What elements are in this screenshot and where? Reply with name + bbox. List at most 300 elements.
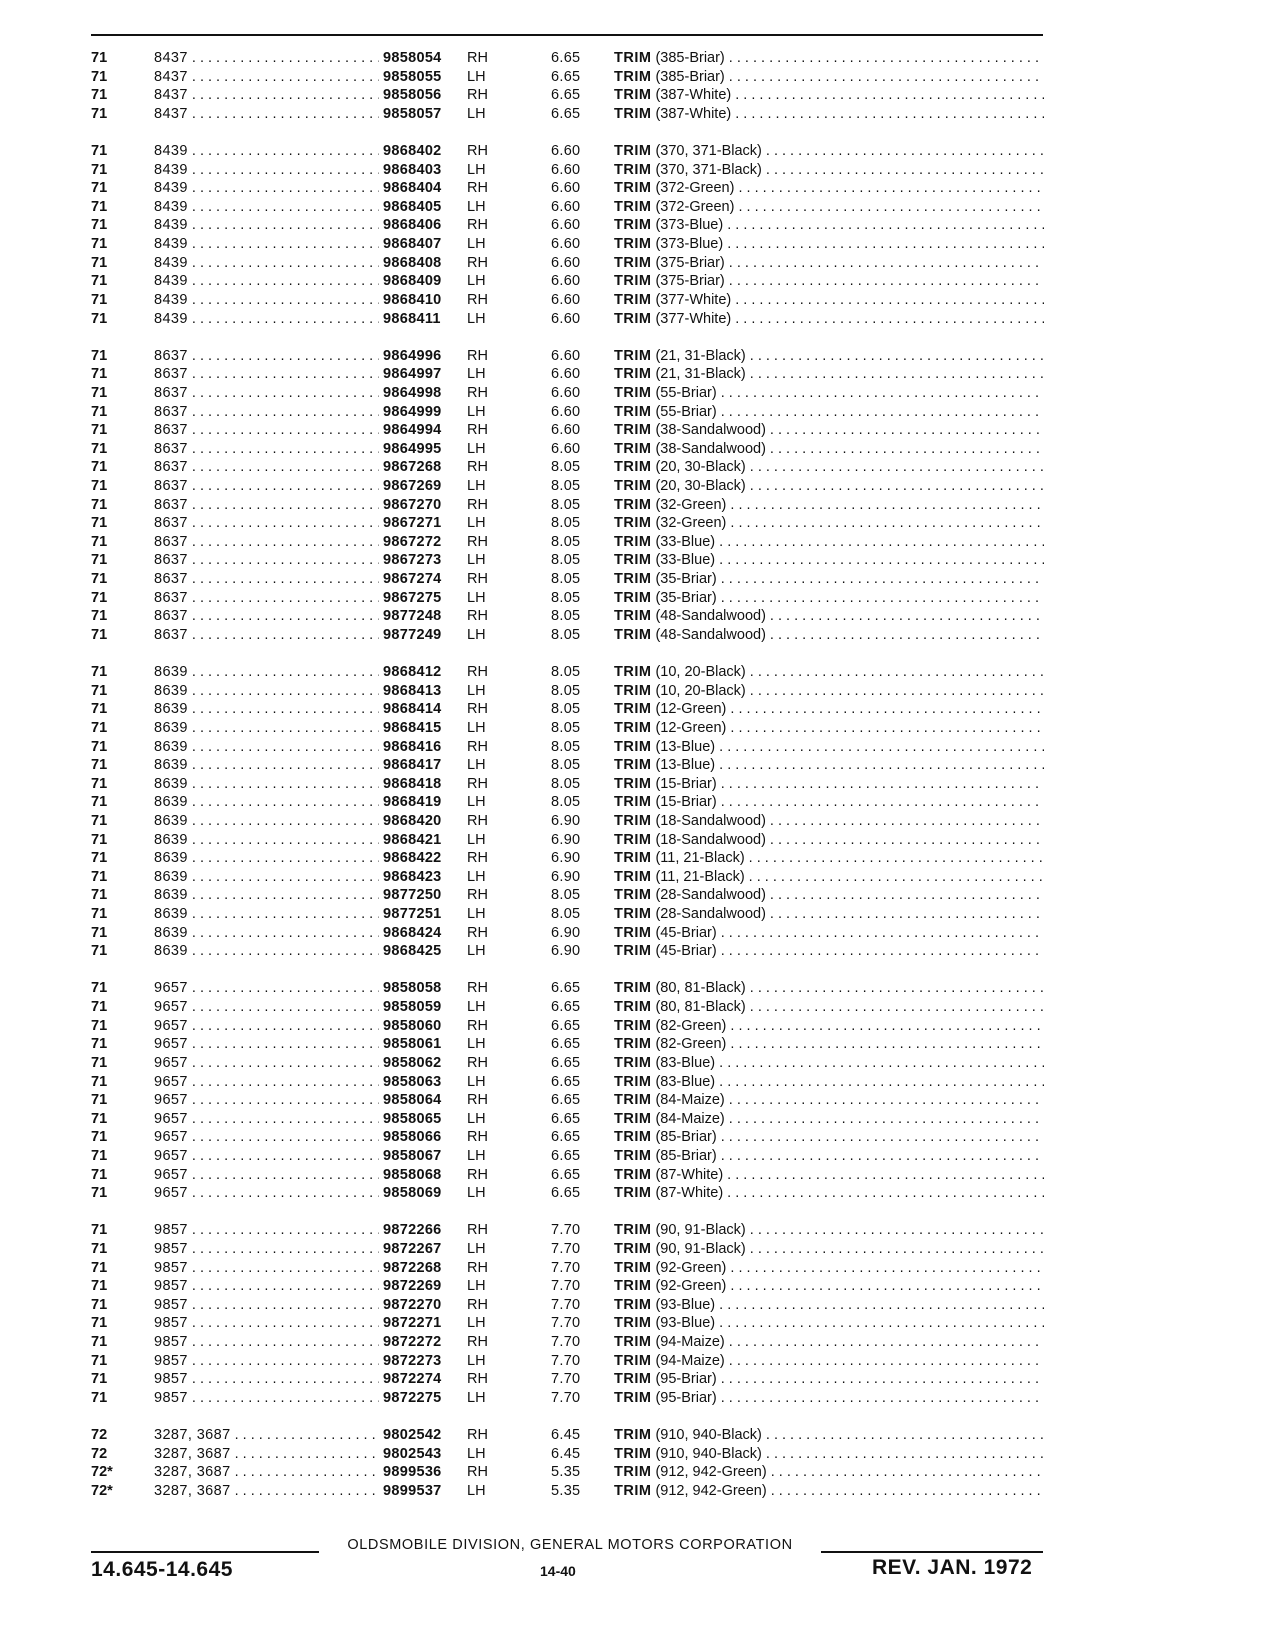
- model-numbers-cell: 8639 . . .: [154, 756, 469, 775]
- part-number-cell: 9858069: [379, 1184, 483, 1203]
- year-cell: 71: [91, 422, 108, 439]
- description-cell: [614, 905, 1044, 924]
- price-cell: 6.60: [551, 291, 581, 308]
- side-cell: RH: [467, 347, 488, 364]
- item-name: TRIM: [614, 291, 652, 308]
- item-name: TRIM: [614, 1147, 652, 1164]
- parts-row: [91, 254, 1051, 273]
- description-cell: [614, 738, 1044, 757]
- item-name: TRIM: [614, 515, 652, 532]
- part-number-cell: 9872268: [379, 1259, 483, 1278]
- side-cell: LH: [467, 68, 486, 85]
- item-name: TRIM: [614, 161, 652, 178]
- side-cell: RH: [467, 1017, 488, 1034]
- price-cell: 7.70: [551, 1352, 581, 1369]
- trim-spec: (910, 940-Black): [655, 1427, 762, 1444]
- trim-spec: (90, 91-Black): [655, 1222, 746, 1239]
- model-numbers-cell: 8637 . . .: [154, 589, 469, 608]
- model-numbers-cell: 8637 . . .: [154, 458, 469, 477]
- item-name: TRIM: [614, 105, 652, 122]
- parts-row: [91, 310, 1051, 329]
- parts-row: [91, 1463, 1051, 1482]
- side-cell: RH: [467, 850, 488, 867]
- side-cell: LH: [467, 757, 486, 774]
- trim-spec: (92-Green): [655, 1259, 727, 1276]
- item-name: TRIM: [614, 682, 652, 699]
- description-cell: [614, 589, 1044, 608]
- description-cell: [614, 161, 1044, 180]
- model-numbers-cell: 9857 . . .: [154, 1352, 469, 1371]
- parts-row: [91, 496, 1051, 515]
- year-cell: 71: [91, 682, 108, 699]
- parts-row: [91, 849, 1051, 868]
- trim-spec: (87-White): [655, 1166, 724, 1183]
- year-cell: 71: [91, 87, 108, 104]
- parts-row: [91, 886, 1051, 905]
- year-cell: 71: [91, 906, 108, 923]
- part-number-cell: 9877250: [379, 886, 483, 905]
- part-number-cell: 9868406: [379, 216, 483, 235]
- part-number-cell: 9858061: [379, 1035, 483, 1054]
- price-cell: 6.65: [551, 1036, 581, 1053]
- description-cell: [614, 142, 1044, 161]
- item-name: TRIM: [614, 701, 652, 718]
- model-numbers-cell: 9857 . . .: [154, 1389, 469, 1408]
- part-number-cell: 9867273: [379, 551, 483, 570]
- footer-corporation: OLDSMOBILE DIVISION, GENERAL MOTORS CORPORATION: [347, 1537, 793, 1553]
- price-cell: 8.05: [551, 701, 581, 718]
- description-cell: [614, 1128, 1044, 1147]
- parts-row: [91, 1035, 1051, 1054]
- side-cell: RH: [467, 701, 488, 718]
- model-numbers-cell: 3287, 3687 . . .: [154, 1426, 469, 1445]
- side-cell: LH: [467, 1185, 486, 1202]
- item-name: TRIM: [614, 236, 652, 253]
- parts-row: [91, 570, 1051, 589]
- model-numbers-cell: 8637 . . .: [154, 496, 469, 515]
- item-name: TRIM: [614, 1036, 652, 1053]
- model-numbers-cell: 8637 . . .: [154, 440, 469, 459]
- trim-spec: (90, 91-Black): [655, 1241, 746, 1257]
- item-name: TRIM: [614, 626, 652, 643]
- group-spacer: [91, 961, 1051, 980]
- year-cell: 71: [91, 459, 108, 476]
- part-number-cell: 9867268: [379, 458, 483, 477]
- side-cell: LH: [467, 1315, 486, 1332]
- item-name: TRIM: [614, 757, 652, 774]
- year-cell: 71: [91, 1147, 108, 1164]
- parts-row: [91, 551, 1051, 570]
- trim-spec: (18-Sandalwood): [655, 831, 766, 848]
- part-number-cell: 9868413: [379, 682, 483, 701]
- price-cell: 6.60: [551, 161, 581, 178]
- item-name: TRIM: [614, 1371, 652, 1388]
- side-cell: RH: [467, 1464, 488, 1481]
- description-cell: [614, 533, 1044, 552]
- group-spacer: [91, 328, 1051, 347]
- item-name: TRIM: [614, 719, 652, 736]
- side-cell: LH: [467, 273, 486, 290]
- description-cell: [614, 1463, 1044, 1482]
- item-name: TRIM: [614, 180, 652, 197]
- price-cell: 6.45: [551, 1427, 581, 1444]
- model-numbers-cell: 8639 . . .: [154, 738, 469, 757]
- parts-row: [91, 868, 1051, 887]
- trim-spec: (387-White): [655, 87, 732, 104]
- side-cell: LH: [467, 1073, 486, 1090]
- parts-row: [91, 756, 1051, 775]
- price-cell: 7.70: [551, 1222, 581, 1239]
- parts-row: [91, 1352, 1051, 1371]
- year-cell: 71: [91, 291, 108, 308]
- part-number-cell: 9802542: [379, 1426, 483, 1445]
- trim-spec: (95-Briar): [655, 1371, 717, 1388]
- part-number-cell: 9858060: [379, 1017, 483, 1036]
- item-name: TRIM: [614, 738, 652, 755]
- description-cell: [614, 1091, 1044, 1110]
- parts-row: [91, 514, 1051, 533]
- item-name: TRIM: [614, 1464, 652, 1481]
- side-cell: LH: [467, 366, 486, 383]
- part-number-cell: 9858054: [379, 49, 483, 68]
- year-cell: 71: [91, 868, 108, 885]
- trim-spec: (13-Blue): [655, 738, 716, 755]
- year-cell: 71: [91, 1389, 108, 1406]
- trim-spec: (15-Briar): [655, 794, 717, 811]
- item-name: TRIM: [614, 868, 652, 885]
- price-cell: 6.60: [551, 254, 581, 271]
- side-cell: RH: [467, 1054, 488, 1071]
- parts-row: [91, 1389, 1051, 1408]
- item-name: TRIM: [614, 1296, 652, 1313]
- side-cell: LH: [467, 105, 486, 122]
- description-cell: [614, 291, 1044, 310]
- side-cell: RH: [467, 571, 488, 588]
- side-cell: LH: [467, 552, 486, 569]
- year-cell: 71: [91, 440, 108, 457]
- year-cell: 71: [91, 887, 108, 904]
- price-cell: 6.65: [551, 1092, 581, 1109]
- description-cell: [614, 365, 1044, 384]
- year-cell: 71: [91, 1036, 108, 1053]
- description-cell: [614, 440, 1044, 459]
- part-number-cell: 9872275: [379, 1389, 483, 1408]
- parts-row: [91, 589, 1051, 608]
- parts-row: [91, 477, 1051, 496]
- model-numbers-cell: 8637 . . .: [154, 533, 469, 552]
- year-cell: 71: [91, 924, 108, 941]
- price-cell: 8.05: [551, 906, 581, 923]
- description-cell: [614, 551, 1044, 570]
- year-cell: 71: [91, 236, 108, 253]
- model-numbers-cell: 8439 . . .: [154, 310, 469, 329]
- description-cell: [614, 514, 1044, 533]
- trim-spec: (94-Maize): [655, 1352, 725, 1369]
- year-cell: 71: [91, 254, 108, 271]
- price-cell: 6.60: [551, 143, 581, 160]
- trim-spec: (48-Sandalwood): [655, 626, 766, 643]
- model-numbers-cell: 9857 . . .: [154, 1314, 469, 1333]
- description-cell: [614, 384, 1044, 403]
- price-cell: 8.05: [551, 571, 581, 588]
- item-name: TRIM: [614, 1315, 652, 1332]
- parts-row: [91, 216, 1051, 235]
- description-cell: [614, 198, 1044, 217]
- item-name: TRIM: [614, 1352, 652, 1369]
- side-cell: RH: [467, 496, 488, 513]
- year-cell: 71: [91, 589, 108, 606]
- item-name: TRIM: [614, 1482, 652, 1499]
- item-name: TRIM: [614, 552, 652, 569]
- part-number-cell: 9868409: [379, 272, 483, 291]
- price-cell: 6.60: [551, 198, 581, 215]
- trim-spec: (85-Briar): [655, 1129, 717, 1146]
- parts-row: [91, 1110, 1051, 1129]
- trim-spec: (370, 371-Black): [655, 143, 762, 160]
- item-name: TRIM: [614, 1241, 652, 1257]
- model-numbers-cell: 8439 . . .: [154, 198, 469, 217]
- parts-row: [91, 924, 1051, 943]
- trim-spec: (373-Blue): [655, 236, 724, 253]
- model-numbers-cell: 8639 . . .: [154, 942, 469, 961]
- trim-spec: (20, 30-Black): [655, 459, 746, 476]
- price-cell: 5.35: [551, 1464, 581, 1481]
- side-cell: LH: [467, 1110, 486, 1127]
- description-cell: [614, 700, 1044, 719]
- price-cell: 8.05: [551, 682, 581, 699]
- side-cell: LH: [467, 589, 486, 606]
- year-cell: 71: [91, 1241, 108, 1257]
- price-cell: 6.90: [551, 868, 581, 885]
- price-cell: 8.05: [551, 738, 581, 755]
- description-cell: [614, 403, 1044, 422]
- description-cell: [614, 310, 1044, 329]
- trim-spec: (373-Blue): [655, 217, 724, 234]
- model-numbers-cell: 8437 . . .: [154, 86, 469, 105]
- side-cell: RH: [467, 1334, 488, 1351]
- parts-row: [91, 1482, 1051, 1501]
- year-cell: 71: [91, 1259, 108, 1276]
- parts-row: [91, 607, 1051, 626]
- parts-row: [91, 793, 1051, 812]
- side-cell: RH: [467, 217, 488, 234]
- trim-spec: (912, 942-Green): [655, 1482, 767, 1499]
- item-name: TRIM: [614, 1334, 652, 1351]
- model-numbers-cell: 9857 . . .: [154, 1296, 469, 1315]
- trim-spec: (21, 31-Black): [655, 366, 746, 383]
- description-cell: [614, 216, 1044, 235]
- part-number-cell: 9864994: [379, 421, 483, 440]
- price-cell: 6.60: [551, 180, 581, 197]
- year-cell: 71: [91, 161, 108, 178]
- item-name: TRIM: [614, 980, 652, 997]
- model-numbers-cell: 8639 . . .: [154, 719, 469, 738]
- model-numbers-cell: 8439 . . .: [154, 254, 469, 273]
- parts-row: [91, 365, 1051, 384]
- model-numbers-cell: 3287, 3687 . . .: [154, 1463, 469, 1482]
- trim-spec: (95-Briar): [655, 1389, 717, 1406]
- parts-row: [91, 142, 1051, 161]
- model-numbers-cell: 9857 . . .: [154, 1259, 469, 1278]
- part-number-cell: 9877251: [379, 905, 483, 924]
- side-cell: RH: [467, 1166, 488, 1183]
- description-cell: [614, 347, 1044, 366]
- trim-spec: (372-Green): [655, 198, 735, 215]
- part-number-cell: 9868423: [379, 868, 483, 887]
- price-cell: 6.65: [551, 1017, 581, 1034]
- price-cell: 6.65: [551, 50, 581, 66]
- item-name: TRIM: [614, 1092, 652, 1109]
- model-numbers-cell: 8639 . . .: [154, 831, 469, 850]
- price-cell: 6.60: [551, 403, 581, 420]
- part-number-cell: 9868402: [379, 142, 483, 161]
- part-number-cell: 9872272: [379, 1333, 483, 1352]
- parts-row: [91, 1333, 1051, 1352]
- price-cell: 6.65: [551, 87, 581, 104]
- side-cell: RH: [467, 664, 488, 681]
- part-number-cell: 9867272: [379, 533, 483, 552]
- year-cell: 71: [91, 217, 108, 234]
- description-cell: [614, 868, 1044, 887]
- description-cell: [614, 812, 1044, 831]
- part-number-cell: 9864999: [379, 403, 483, 422]
- model-numbers-cell: 9857 . . .: [154, 1277, 469, 1296]
- year-cell: 71: [91, 366, 108, 383]
- parts-row: [91, 1445, 1051, 1464]
- year-cell: 71: [91, 180, 108, 197]
- part-number-cell: 9868411: [379, 310, 483, 329]
- trim-spec: (32-Green): [655, 496, 727, 513]
- side-cell: LH: [467, 943, 486, 960]
- footer-revision-date: REV. JAN. 1972: [872, 1556, 1033, 1579]
- parts-row: [91, 347, 1051, 366]
- model-numbers-cell: 8639 . . .: [154, 849, 469, 868]
- side-cell: LH: [467, 1352, 486, 1369]
- side-cell: LH: [467, 794, 486, 811]
- parts-row: [91, 1073, 1051, 1092]
- parts-row: [91, 179, 1051, 198]
- year-cell: 71: [91, 571, 108, 588]
- side-cell: LH: [467, 440, 486, 457]
- price-cell: 6.65: [551, 1166, 581, 1183]
- description-cell: [614, 942, 1044, 961]
- price-cell: 6.90: [551, 812, 581, 829]
- model-numbers-cell: 9657 . . .: [154, 1091, 469, 1110]
- price-cell: 6.60: [551, 366, 581, 383]
- item-name: TRIM: [614, 87, 652, 104]
- model-numbers-cell: 8637 . . .: [154, 347, 469, 366]
- price-cell: 7.70: [551, 1296, 581, 1313]
- description-cell: [614, 86, 1044, 105]
- description-cell: [614, 719, 1044, 738]
- description-cell: [614, 421, 1044, 440]
- model-numbers-cell: 8637 . . .: [154, 570, 469, 589]
- description-cell: [614, 1054, 1044, 1073]
- parts-row: [91, 682, 1051, 701]
- year-cell: 72: [91, 1427, 108, 1444]
- description-cell: [614, 626, 1044, 645]
- description-cell: [614, 458, 1044, 477]
- year-cell: 71: [91, 105, 108, 122]
- side-cell: LH: [467, 1036, 486, 1053]
- price-cell: 8.05: [551, 626, 581, 643]
- part-number-cell: 9877249: [379, 626, 483, 645]
- price-cell: 6.60: [551, 236, 581, 253]
- model-numbers-cell: 8639 . . .: [154, 868, 469, 887]
- part-number-cell: 9872274: [379, 1370, 483, 1389]
- description-cell: [614, 886, 1044, 905]
- description-cell: [614, 254, 1044, 273]
- year-cell: 71: [91, 831, 108, 848]
- trim-spec: (82-Green): [655, 1017, 727, 1034]
- item-name: TRIM: [614, 440, 652, 457]
- part-number-cell: 9867270: [379, 496, 483, 515]
- model-numbers-cell: 8637 . . .: [154, 514, 469, 533]
- parts-row: [91, 384, 1051, 403]
- item-name: TRIM: [614, 68, 652, 85]
- item-name: TRIM: [614, 478, 652, 495]
- year-cell: 71: [91, 1278, 108, 1295]
- parts-row: [91, 49, 1051, 68]
- year-cell: 71: [91, 1110, 108, 1127]
- item-name: TRIM: [614, 254, 652, 271]
- trim-spec: (10, 20-Black): [655, 664, 746, 681]
- trim-spec: (21, 31-Black): [655, 347, 746, 364]
- part-number-cell: 9868410: [379, 291, 483, 310]
- year-cell: 71: [91, 1185, 108, 1202]
- side-cell: RH: [467, 1259, 488, 1276]
- model-numbers-cell: 8637 . . .: [154, 477, 469, 496]
- parts-row: [91, 421, 1051, 440]
- parts-row: [91, 626, 1051, 645]
- trim-spec: (377-White): [655, 291, 732, 308]
- trim-spec: (11, 21-Black): [655, 868, 745, 885]
- description-cell: [614, 682, 1044, 701]
- parts-row: [91, 1370, 1051, 1389]
- part-number-cell: 9858068: [379, 1166, 483, 1185]
- year-cell: 71: [91, 143, 108, 160]
- side-cell: LH: [467, 478, 486, 495]
- parts-row: [91, 291, 1051, 310]
- year-cell: 71: [91, 1334, 108, 1351]
- parts-row: [91, 998, 1051, 1017]
- description-cell: [614, 1482, 1044, 1501]
- item-name: TRIM: [614, 812, 652, 829]
- model-numbers-cell: 9657 . . .: [154, 1166, 469, 1185]
- price-cell: 6.65: [551, 980, 581, 997]
- year-cell: 71: [91, 403, 108, 420]
- part-number-cell: 9864998: [379, 384, 483, 403]
- item-name: TRIM: [614, 589, 652, 606]
- top-rule: [91, 34, 1043, 36]
- trim-spec: (375-Briar): [655, 273, 725, 290]
- year-cell: 71: [91, 1129, 108, 1146]
- model-numbers-cell: 3287, 3687 . . .: [154, 1445, 469, 1464]
- description-cell: [614, 1073, 1044, 1092]
- parts-row: [91, 942, 1051, 961]
- side-cell: RH: [467, 533, 488, 550]
- model-numbers-cell: 8639 . . .: [154, 924, 469, 943]
- description-cell: [614, 756, 1044, 775]
- trim-spec: (387-White): [655, 105, 732, 122]
- trim-spec: (38-Sandalwood): [655, 422, 766, 439]
- parts-row: [91, 1240, 1051, 1259]
- price-cell: 7.70: [551, 1389, 581, 1406]
- model-numbers-cell: 9857 . . .: [154, 1240, 469, 1259]
- parts-row: [91, 86, 1051, 105]
- part-number-cell: 9868418: [379, 775, 483, 794]
- model-numbers-cell: 9657 . . .: [154, 1184, 469, 1203]
